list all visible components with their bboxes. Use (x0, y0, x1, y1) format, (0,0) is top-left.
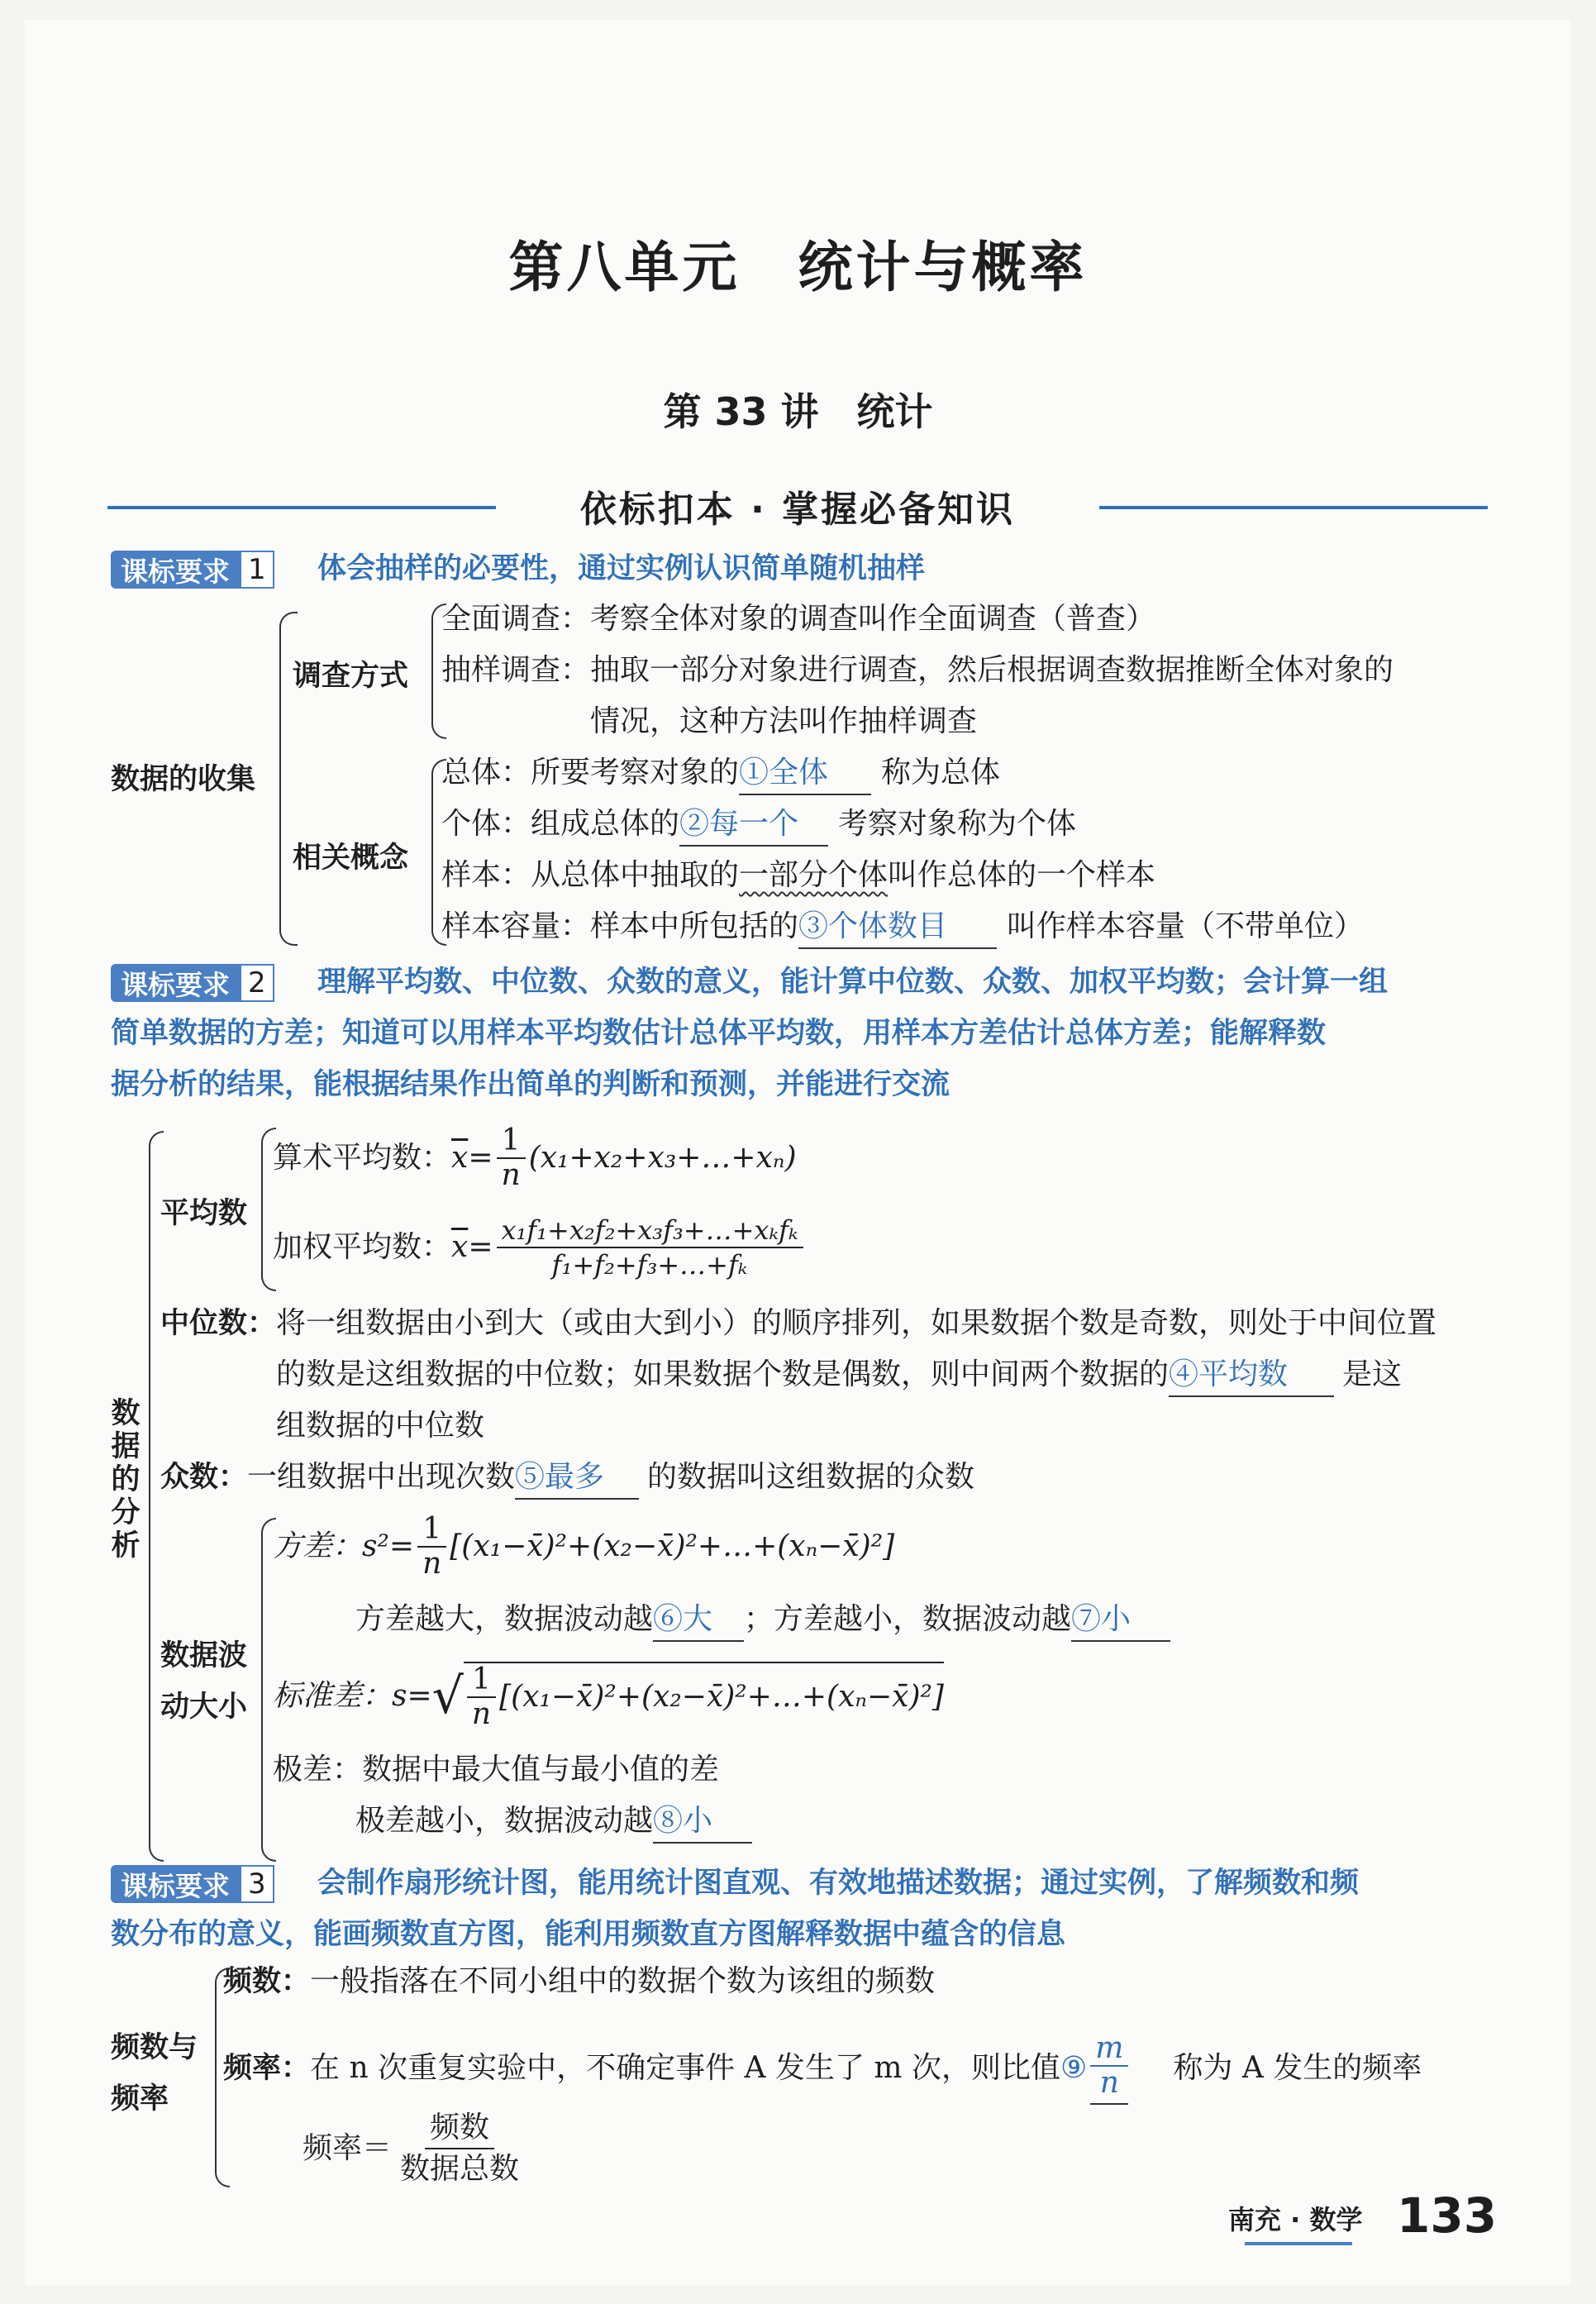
population-pre: 总体：所要考察对象的 (441, 756, 740, 789)
rate-answer-den: n (1099, 2066, 1119, 2100)
sample-post: 叫作总体的一个样本 (888, 858, 1156, 892)
weighted-eq: = (468, 1230, 493, 1264)
median-line3: 组数据的中位数 (276, 1409, 485, 1443)
analysis-label (109, 1397, 142, 1562)
formula-den: 数据总数 (400, 2152, 520, 2186)
variance-answer-2: ⑦小 (1071, 1599, 1170, 1642)
footer-underline (1245, 2242, 1352, 2245)
arith-expr: (x₁+x₂+x₃+…+xₙ) (528, 1141, 797, 1175)
individual-line (441, 804, 1076, 847)
rate-answer-fraction (1090, 2032, 1128, 2105)
sample-line (441, 855, 1155, 896)
full-survey: 全面调查：考察全体对象的调查叫作全面调查（普查） (441, 602, 1156, 636)
std-num: 1 (467, 1663, 496, 1698)
variance-den: n (422, 1547, 442, 1581)
mean-label: 平均数 (160, 1197, 248, 1230)
variance-num: 1 (417, 1513, 446, 1548)
spread-label-1: 数据波 (160, 1639, 248, 1672)
median-label: 中位数： (160, 1307, 277, 1340)
req3-line2: 数分布的意义，能画频数直方图，能利用频数直方图解释数据中蕴含的信息 (111, 1918, 1066, 1951)
sample-pre: 样本：从总体中抽取的 (441, 858, 740, 892)
mode-line (160, 1457, 974, 1500)
req1-text: 体会抽样的必要性，通过实例认识简单随机抽样 (317, 552, 926, 585)
collection-label: 数据的收集 (111, 763, 256, 796)
individual-answer: ②每一个 (679, 804, 828, 847)
weighted-mean (273, 1214, 807, 1281)
req2-line2: 简单数据的方差；知道可以用样本平均数估计总体平均数，用样本方差估计总体方差；能解释数 (111, 1017, 1327, 1050)
range-answer: ⑧小 (653, 1801, 752, 1844)
std-dev (273, 1662, 944, 1731)
range-note (355, 1801, 752, 1844)
mode-post: 的数据叫这组数据的众数 (647, 1460, 975, 1494)
range-line: 极差：数据中最大值与最小值的差 (273, 1753, 720, 1786)
mode-answer: ⑤最多 (515, 1457, 639, 1500)
req3-line1: 会制作扇形统计图，能用统计图直观、有效地描述数据；通过实例，了解频数和频 (317, 1867, 1360, 1900)
req-number: 1 (240, 551, 274, 589)
population-answer: ①全体 (739, 752, 871, 795)
freq-formula (303, 2108, 527, 2189)
formula-num: 频数 (425, 2108, 494, 2149)
req-number: 2 (240, 964, 274, 1002)
banner-line-right (1099, 506, 1488, 509)
analysis-char-3: 分 (111, 1496, 141, 1529)
spread-label (160, 1630, 247, 1733)
analysis-char-4: 析 (111, 1529, 141, 1562)
sample-survey-line2: 情况，这种方法叫作抽样调查 (590, 704, 978, 738)
req-label: 课标要求 (111, 551, 240, 589)
weighted-label: 加权平均数： (273, 1230, 452, 1264)
lesson-title: 第 33 讲 统计 (663, 389, 933, 434)
rate-answer-circle: ⑨ (1060, 2051, 1088, 2085)
std-label: 标准差：s= (273, 1679, 432, 1713)
banner-line-left (107, 506, 496, 509)
size-line (441, 906, 1364, 949)
arith-xbar: $\overline{x}$ (451, 1141, 469, 1175)
arith-mean (273, 1124, 797, 1192)
count-text: 一般指落在不同小组中的数据个数为该组的频数 (310, 1964, 936, 1998)
page-number: 133 (1397, 2187, 1498, 2244)
freq-label-1: 频数与 (111, 2031, 198, 2064)
size-post: 叫作样本容量（不带单位） (1007, 909, 1365, 943)
individual-post: 考察对象称为个体 (838, 807, 1077, 841)
std-den: n (471, 1697, 492, 1731)
variance-note (355, 1599, 1170, 1642)
analysis-char-0: 数 (111, 1397, 141, 1430)
variance-answer-1: ⑥大 (653, 1599, 744, 1642)
std-fraction (467, 1663, 496, 1731)
variance-expr: [(x₁−x̄)²+(x₂−x̄)²+…+(xₙ−x̄)²] (450, 1529, 895, 1563)
median-line2 (276, 1354, 1402, 1397)
concept-label: 相关概念 (293, 842, 409, 875)
variance-note-pre: 方差越大，数据波动越 (355, 1602, 654, 1636)
sqrt-body (464, 1662, 944, 1731)
rate-pre: 在 n 次重复实验中，不确定事件 A 发生了 m 次，则比值 (310, 2051, 1060, 2085)
rate-post: 称为 A 发生的频率 (1173, 2051, 1422, 2085)
weighted-den: f₁+f₂+f₃+…+fₖ (551, 1249, 748, 1281)
rate-answer-num: m (1090, 2032, 1128, 2067)
arith-num: 1 (497, 1124, 526, 1159)
arith-fraction (497, 1124, 526, 1192)
weighted-num: x₁f₁+x₂f₂+x₃f₃+…+xₖfₖ (497, 1214, 803, 1248)
arith-den: n (501, 1158, 521, 1192)
sqrt-icon: √ (431, 1667, 464, 1725)
freq-label-2: 频率 (111, 2082, 169, 2116)
formula-fraction (395, 2108, 524, 2189)
req-label: 课标要求 (111, 1865, 240, 1903)
freq-label (111, 2022, 198, 2125)
weighted-fraction (497, 1214, 803, 1281)
req-label: 课标要求 (111, 964, 240, 1002)
count-label: 频数： (223, 1965, 311, 1998)
size-answer: ③个体数目 (798, 906, 997, 949)
analysis-char-2: 的 (111, 1463, 141, 1496)
sample-wavy: 一部分个体 (739, 858, 889, 892)
section-banner: 依标扣本 · 掌握必备知识 (579, 489, 1016, 531)
rate-label: 频率： (223, 2052, 311, 2085)
req3-badge (111, 1865, 274, 1903)
variance-note-mid: ；方差越小，数据波动越 (744, 1602, 1072, 1636)
req2-badge (111, 964, 274, 1002)
rate-line (223, 2032, 1422, 2105)
variance (273, 1513, 894, 1581)
analysis-char-1: 据 (111, 1430, 141, 1463)
range-note-pre: 极差越小，数据波动越 (355, 1804, 654, 1838)
std-expr: [(x₁−x̄)²+(x₂−x̄)²+…+(xₙ−x̄)²] (499, 1680, 944, 1714)
req1-badge (111, 551, 274, 589)
req2-line3: 据分析的结果，能根据结果作出简单的判断和预测，并能进行交流 (111, 1068, 950, 1101)
median-answer: ④平均数 (1169, 1354, 1334, 1397)
individual-pre: 个体：组成总体的 (441, 807, 680, 841)
survey-label: 调查方式 (293, 660, 409, 693)
median-text1: 将一组数据由小到大（或由大到小）的顺序排列，如果数据个数是奇数，则处于中间位置 (276, 1306, 1437, 1340)
formula-lhs: 频率＝ (303, 2131, 393, 2165)
weighted-xbar: $\overline{x}$ (451, 1230, 469, 1264)
size-pre: 样本容量：样本中所包括的 (441, 909, 799, 943)
mode-label: 众数： (160, 1461, 248, 1494)
arith-eq: = (468, 1141, 493, 1175)
median-post: 是这 (1342, 1357, 1403, 1391)
population-line (441, 752, 1000, 795)
variance-fraction (417, 1513, 446, 1581)
median-pre: 的数是这组数据的中位数；如果数据个数是偶数，则中间两个数据的 (276, 1357, 1170, 1391)
req2-line1: 理解平均数、中位数、众数的意义，能计算中位数、众数、加权平均数；会计算一组 (317, 966, 1389, 999)
sample-survey-line1: 抽样调查：抽取一部分对象进行调查，然后根据调查数据推断全体对象的 (441, 653, 1394, 687)
unit-title: 第八单元 统计与概率 (508, 236, 1088, 299)
population-post: 称为总体 (881, 756, 1001, 789)
footer-region: 南充 · 数学 (1228, 2204, 1363, 2235)
count-line (223, 1961, 935, 2002)
arith-label: 算术平均数： (273, 1141, 452, 1175)
spread-label-2: 动大小 (160, 1691, 248, 1724)
median-line1 (160, 1303, 1436, 1344)
req-number: 3 (240, 1865, 274, 1903)
mode-pre: 一组数据中出现次数 (247, 1460, 516, 1494)
variance-label: 方差：s²= (273, 1529, 415, 1563)
